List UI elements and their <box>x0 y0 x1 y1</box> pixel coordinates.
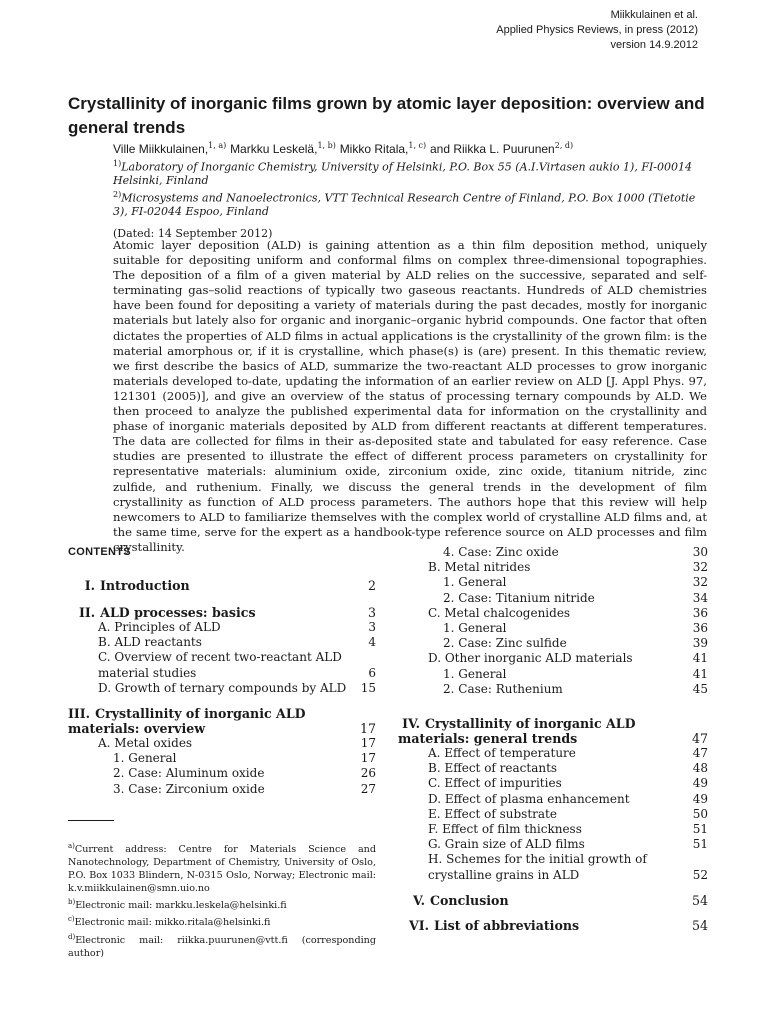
toc-entry-label: D. Other inorganic ALD materials <box>428 651 633 666</box>
toc-entry[interactable] <box>68 650 376 680</box>
toc-entry-label: C. Metal chalcogenides <box>428 605 571 620</box>
toc-section[interactable] <box>398 918 708 933</box>
toc-section-number: II. <box>79 605 96 620</box>
toc-entry-label: D. Effect of plasma enhancement <box>428 791 630 806</box>
toc-entry-label: G. Grain size of ALD films <box>428 837 585 852</box>
footnote-text: Current address: Centre for Materials Science and Nanotechnology, Department of Chemistry, University of Oslo, P.O. Box 1033 Blindern, N-0315 Oslo, Norway; Electronic mail: k.v.miikkulainen@smn.uio.no <box>68 844 376 895</box>
toc-page: 54 <box>691 892 708 908</box>
toc-entry[interactable] <box>398 575 708 590</box>
toc-entry-label: H. Schemes for the initial growth of crystalline grains in ALD <box>428 852 647 882</box>
toc-entry-label: 2. Case: Aluminum oxide <box>113 766 265 781</box>
toc-page: 6 <box>368 665 376 680</box>
toc-entry-label: 1. General <box>443 575 507 590</box>
footnote-sup: a) <box>68 842 75 850</box>
footnote <box>68 896 376 912</box>
footnote <box>68 931 376 960</box>
affiliation-sup: 2) <box>113 189 122 199</box>
toc-entry[interactable] <box>68 782 376 797</box>
contents-heading: CONTENTS <box>68 546 131 558</box>
author-sup: 2, d) <box>554 141 574 150</box>
toc-entry[interactable] <box>398 792 708 807</box>
toc-entry[interactable] <box>68 635 376 650</box>
abstract: Atomic layer deposition (ALD) is gaining attention as a thin film deposition method, uniquely suitable for depositing uniform and conformal films on complex three-dimensional topographies. The deposition of a film of a given material by ALD relies on the successive, separated and self-terminating gas–solid reactions of typically two gaseous reactants. Hundreds of ALD chemistries have been found for depositing a variety of materials during the past decades, mostly for inorganic materials but lately also for organic and inorganic–organic hybrid compounds. One factor that often dictates the properties of ALD films in actual applications is the crystallinity of the grown film: is the material amorphous or, if it is crystalline, which phase(s) is (are) present. In this thematic review, we first describe the basics of ALD, summarize the two-reactant ALD processes to grow inorganic materials developed to-date, updating the information of an earlier review on ALD [J. Appl Phys. 97, 121301 (2005)], and give an overview of the status of processing ternary compounds by ALD. We then proceed to analyze the published experimental data for information on the crystallinity and phase of inorganic materials deposited by ALD from different reactants at different temperatures. The data are collected for films in their as-deposited state and tabulated for easy reference. Case studies are presented to illustrate the effect of different process parameters on crystallinity for representative materials: aluminium oxide, zirconium oxide, zinc oxide, titanium nitride, zinc zulfide, and ruthenium. Finally, we discuss the general trends in the development of film crystallinity as function of ALD process parameters. The authors hope that this review will help newcomers to ALD to familiarize themselves with the complex world of crystalline ALD films and, at the same time, serve for the expert as a handbook-type reference source on ALD processes and film crystallinity. <box>113 238 707 554</box>
toc-section-title: List of abbreviations <box>434 917 580 933</box>
toc-page: 50 <box>692 806 708 821</box>
toc-entry-label: B. ALD reactants <box>98 635 202 650</box>
toc-entry[interactable] <box>398 682 708 697</box>
toc-entry-label: E. Effect of substrate <box>428 806 557 821</box>
toc-page: 48 <box>692 761 708 776</box>
author-sup: 1, b) <box>317 141 336 150</box>
toc-entry-label: A. Principles of ALD <box>98 620 221 634</box>
toc-section-title: Introduction <box>100 578 190 593</box>
toc-page: 4 <box>368 635 376 650</box>
header-journal: Applied Physics Reviews, in press (2012) <box>496 24 698 36</box>
toc-section[interactable] <box>68 578 376 593</box>
toc-section-title: Conclusion <box>430 892 509 908</box>
footnote <box>68 840 376 895</box>
toc-entry[interactable] <box>398 621 708 636</box>
toc-entry[interactable] <box>398 591 708 606</box>
toc-section[interactable] <box>398 716 708 746</box>
toc-entry-label: D. Growth of ternary compounds by ALD <box>98 680 347 695</box>
toc-left-column <box>68 578 376 797</box>
footnote-sup: c) <box>68 915 75 924</box>
toc-entry[interactable] <box>398 746 708 761</box>
toc-entry-label: 1. General <box>113 751 177 766</box>
author-name: Markku Leskelä, <box>230 142 318 156</box>
toc-entry[interactable] <box>68 736 376 751</box>
toc-entry[interactable] <box>398 545 708 560</box>
affiliation-sup: 1) <box>113 159 122 168</box>
toc-entry-label: 2. Case: Zinc sulfide <box>443 636 567 651</box>
toc-entry[interactable] <box>398 807 708 822</box>
toc-entry[interactable] <box>398 667 708 682</box>
running-header <box>496 8 698 53</box>
affiliation <box>113 157 713 188</box>
toc-entry-label: F. Effect of film thickness <box>428 822 582 837</box>
toc-page: 27 <box>360 781 376 796</box>
toc-entry[interactable] <box>398 776 708 791</box>
toc-page: 36 <box>692 605 708 620</box>
footnote-rule <box>68 820 114 821</box>
toc-page: 45 <box>692 681 708 696</box>
affiliation-text: Laboratory of Inorganic Chemistry, University of Helsinki, P.O. Box 55 (A.I.Virtasen aukio 1), FI-00014 Helsinki, Finland <box>113 160 693 188</box>
toc-section[interactable] <box>68 706 376 736</box>
toc-page: 36 <box>692 621 708 636</box>
toc-page: 30 <box>692 545 708 559</box>
toc-entry-label: 1. General <box>443 666 507 681</box>
author-sup: 1, a) <box>208 141 227 150</box>
toc-entry-label: 1. General <box>443 621 507 636</box>
toc-page: 3 <box>367 605 376 620</box>
toc-entry[interactable] <box>68 751 376 766</box>
toc-page: 47 <box>692 746 708 761</box>
toc-entry[interactable] <box>398 837 708 852</box>
toc-entry-label: 2. Case: Ruthenium <box>443 681 563 696</box>
footnote-text: Electronic mail: riikka.puurunen@vtt.fi (corresponding author) <box>68 934 376 959</box>
toc-page: 17 <box>360 751 376 766</box>
toc-section-number: III. <box>68 706 91 722</box>
toc-page: 54 <box>691 917 708 933</box>
footnote <box>68 913 376 929</box>
author-sup: 1, c) <box>408 141 427 150</box>
toc-entry[interactable] <box>398 761 708 776</box>
toc-page: 39 <box>692 636 708 651</box>
toc-page: 47 <box>691 731 708 747</box>
footnote-text: Electronic mail: mikko.ritala@helsinki.fi <box>74 917 271 929</box>
dated-line: (Dated: 14 September 2012) <box>113 227 273 241</box>
toc-page: 3 <box>368 620 376 634</box>
toc-entry[interactable] <box>398 651 708 666</box>
toc-page: 17 <box>359 721 376 737</box>
toc-page: 2 <box>367 578 376 593</box>
affiliation <box>113 188 713 219</box>
footnote-sup: d) <box>68 932 76 941</box>
toc-entry-label: B. Effect of reactants <box>428 761 558 776</box>
toc-entry[interactable] <box>68 766 376 781</box>
toc-section-number: I. <box>84 578 95 593</box>
header-version: version 14.9.2012 <box>610 39 698 51</box>
toc-page: 17 <box>360 736 376 751</box>
toc-entry-label: C. Overview of recent two-reactant ALD material studies <box>98 650 342 680</box>
toc-entry-label: 3. Case: Zirconium oxide <box>113 781 265 796</box>
toc-entry[interactable] <box>68 681 376 696</box>
header-authors: Miikkulainen et al. <box>610 9 698 21</box>
toc-page: 41 <box>692 651 708 666</box>
toc-entry-label: B. Metal nitrides <box>428 560 531 575</box>
toc-section-number: VI. <box>409 917 430 933</box>
toc-entry[interactable] <box>398 606 708 621</box>
toc-right-column <box>398 545 708 933</box>
footnotes <box>68 840 376 961</box>
toc-page: 34 <box>692 590 708 605</box>
author-name: and Riikka L. Puurunen <box>429 142 555 156</box>
toc-entry-label: C. Effect of impurities <box>428 776 562 791</box>
paper-title: Crystallinity of inorganic films grown by atomic layer deposition: overview and general trends <box>68 94 705 137</box>
toc-entry-label: A. Metal oxides <box>98 736 193 751</box>
toc-page: 52 <box>692 867 708 882</box>
toc-entry[interactable] <box>398 822 708 837</box>
toc-section[interactable] <box>398 893 708 908</box>
author-list <box>113 138 713 157</box>
toc-entry[interactable] <box>398 560 708 575</box>
toc-page: 49 <box>692 776 708 791</box>
toc-section[interactable] <box>68 605 376 620</box>
author-name: Mikko Ritala, <box>339 142 409 156</box>
footnote-text: Electronic mail: markku.leskela@helsinki.fi <box>75 900 287 912</box>
toc-page: 49 <box>692 791 708 806</box>
toc-section-title: ALD processes: basics <box>100 605 256 620</box>
toc-section-number: IV. <box>402 716 420 732</box>
toc-section-title: Crystallinity of inorganic ALD materials: overview <box>68 706 306 737</box>
toc-page: 15 <box>360 680 376 695</box>
toc-page: 51 <box>692 837 708 852</box>
affiliation-text: Microsystems and Nanoelectronics, VTT Technical Research Centre of Finland, P.O. Box 1000 (Tietotie 3), FI-02044 Espoo, Finland <box>113 191 696 218</box>
toc-entry-label: A. Effect of temperature <box>428 746 576 761</box>
author-block <box>113 138 713 241</box>
toc-entry[interactable] <box>68 620 376 635</box>
toc-entry[interactable] <box>398 636 708 651</box>
toc-page: 51 <box>692 822 708 837</box>
toc-page: 32 <box>692 575 708 590</box>
toc-section-number: V. <box>413 892 425 908</box>
toc-entry-label: 4. Case: Zinc oxide <box>443 545 559 559</box>
toc-page: 41 <box>692 666 708 681</box>
toc-page: 32 <box>692 560 708 575</box>
toc-entry-label: 2. Case: Titanium nitride <box>443 590 595 605</box>
toc-entry[interactable] <box>398 852 708 882</box>
author-name: Ville Miikkulainen, <box>113 142 209 156</box>
toc-page: 26 <box>360 766 376 781</box>
toc-section-title: Crystallinity of inorganic ALD materials: general trends <box>398 716 636 747</box>
footnote-sup: b) <box>68 898 76 907</box>
